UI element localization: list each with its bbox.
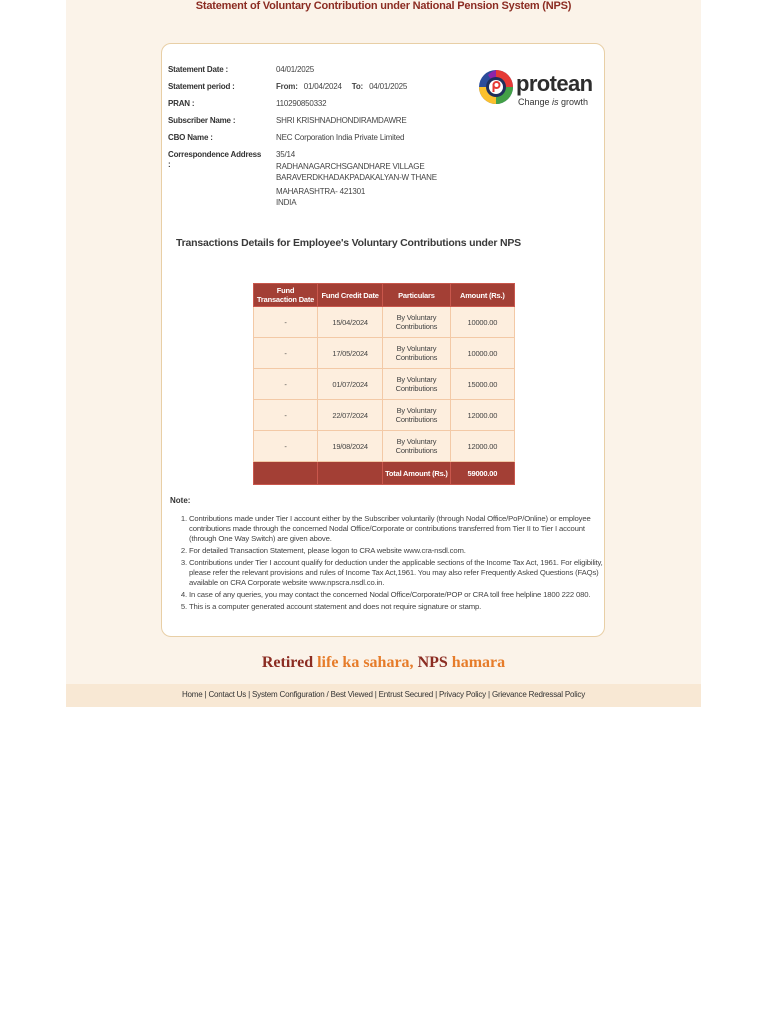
column-header: Fund Transaction Date: [254, 284, 318, 307]
pran-label: PRAN :: [168, 99, 195, 108]
cell-particulars: By Voluntary Contributions: [383, 400, 451, 431]
transactions-table: [253, 283, 515, 485]
total-empty-cell: [318, 462, 383, 485]
statement-period-label: Statement period :: [168, 82, 235, 91]
cell-transaction-date: -: [254, 400, 318, 431]
tagline-part: NPS: [417, 654, 448, 671]
footer-separator: |: [248, 690, 250, 699]
total-row: [254, 462, 515, 485]
cell-particulars: By Voluntary Contributions: [383, 431, 451, 462]
cbo-label: CBO Name :: [168, 133, 213, 142]
note-item: 4. In case of any queries, you may contact the concerned Nodal Office/Corporate/POP or CRA toll free helpline 1800 222 080.: [189, 590, 607, 600]
table-row: [254, 307, 515, 338]
cell-transaction-date: -: [254, 338, 318, 369]
total-empty-cell: [254, 462, 318, 485]
footer-separator: |: [488, 690, 490, 699]
note-item: 1. Contributions made under Tier I account either by the Subscriber voluntarily (through Nodal Office/PoP/Online) or employee contributions made through the concerned Nodal Office/Corporate or contributions transferred from Tier II to Tier I account (through One Way Switch) are given above.: [189, 514, 607, 544]
cell-transaction-date: -: [254, 307, 318, 338]
period-from-value: 01/04/2024: [303, 82, 342, 91]
cell-amount: 10000.00: [450, 307, 514, 338]
address-line: INDIA: [276, 198, 297, 207]
total-label: Total Amount (Rs.): [383, 462, 451, 485]
cell-particulars: By Voluntary Contributions: [383, 338, 451, 369]
footer-link-home[interactable]: Home: [181, 690, 203, 699]
address-line: BARAVERDKHADAKPADAKALYAN-W THANE: [276, 173, 437, 182]
footer-link-contact[interactable]: Contact Us: [208, 690, 247, 699]
cell-transaction-date: -: [254, 369, 318, 400]
document-title: Statement of Voluntary Contribution under National Pension System (NPS): [195, 0, 572, 12]
nps-tagline: [66, 654, 701, 672]
logo-tagline: Change is growth: [518, 97, 589, 107]
table-row: [254, 369, 515, 400]
cell-transaction-date: -: [254, 431, 318, 462]
statement-period-value: [276, 82, 407, 91]
table-row: [254, 400, 515, 431]
cell-credit-date: 22/07/2024: [318, 400, 383, 431]
cell-particulars: By Voluntary Contributions: [383, 369, 451, 400]
statement-page: [66, 0, 701, 707]
footer-separator: |: [374, 690, 377, 699]
protean-logo: [478, 67, 604, 111]
subscriber-label: Subscriber Name :: [168, 116, 236, 125]
column-header: Amount (Rs.): [450, 284, 514, 307]
cell-credit-date: 01/07/2024: [318, 369, 383, 400]
cell-amount: 15000.00: [450, 369, 514, 400]
tagline-part: life ka sahara,: [317, 654, 414, 671]
footer-link-grievance[interactable]: Grievance Redressal Policy: [491, 690, 585, 699]
footer-link-system-config[interactable]: System Configuration / Best Viewed: [252, 690, 373, 699]
transactions-section-title: Transactions Details for Employee's Voluntary Contributions under NPS: [176, 237, 521, 249]
cell-credit-date: 17/05/2024: [318, 338, 383, 369]
address-label: Correspondence Address: [168, 150, 262, 159]
cbo-value: NEC Corporation India Private Limited: [276, 133, 405, 142]
period-to-value: 04/01/2025: [369, 82, 408, 91]
column-header: Fund Credit Date: [318, 284, 383, 307]
address-line: RADHANAGARCHSGANDHARE VILLAGE: [276, 162, 425, 171]
pran-value: 110290850332: [276, 99, 327, 108]
footer-separator: |: [435, 690, 437, 699]
address-line: MAHARASHTRA- 421301: [276, 187, 366, 196]
address-colon: :: [168, 160, 171, 169]
table-row: [254, 338, 515, 369]
footer-separator: |: [204, 690, 207, 699]
total-value: 59000.00: [450, 462, 514, 485]
note-title: Note:: [170, 496, 191, 505]
period-to-label: To:: [351, 82, 364, 91]
period-from-label: From:: [276, 82, 298, 91]
column-header: Particulars: [383, 284, 451, 307]
footer-bar: [66, 684, 701, 707]
cell-credit-date: 19/08/2024: [318, 431, 383, 462]
subscriber-value: SHRI KRISHNADHONDIRAMDAWRE: [276, 116, 407, 125]
tagline-part: hamara: [451, 654, 506, 671]
tagline-part: Retired: [261, 654, 314, 671]
cell-amount: 10000.00: [450, 338, 514, 369]
statement-card: [161, 43, 605, 637]
cell-credit-date: 15/04/2024: [318, 307, 383, 338]
cell-particulars: By Voluntary Contributions: [383, 307, 451, 338]
logo-wordmark: protean: [516, 71, 593, 96]
table-row: [254, 431, 515, 462]
notes-list: [174, 514, 607, 614]
protean-logo-icon: [478, 69, 514, 105]
footer-links: [66, 690, 701, 699]
footer-link-privacy[interactable]: Privacy Policy: [438, 690, 486, 699]
note-item: 5. This is a computer generated account statement and does not require signature or stamp.: [189, 602, 607, 612]
note-item: 3. Contributions under Tier I account qualify for deduction under the applicable sections of the Income Tax Act, 1961. For eligibility, please refer the relevant provisions and rules of Income Tax Act,1961. You may also refer Frequently Asked Questions (FAQs) available on CRA Corporate website www.npscra.nsdl.co.in.: [189, 558, 607, 588]
footer-link-entrust[interactable]: Entrust Secured: [378, 690, 434, 699]
statement-date-value: 04/01/2025: [276, 65, 315, 74]
statement-date-label: Statement Date :: [168, 65, 228, 74]
note-item: 2. For detailed Transaction Statement, please logon to CRA website www.cra-nsdl.com.: [189, 546, 607, 556]
address-line: 35/14: [276, 150, 296, 159]
cell-amount: 12000.00: [450, 431, 514, 462]
cell-amount: 12000.00: [450, 400, 514, 431]
table-header-row: [254, 284, 515, 307]
